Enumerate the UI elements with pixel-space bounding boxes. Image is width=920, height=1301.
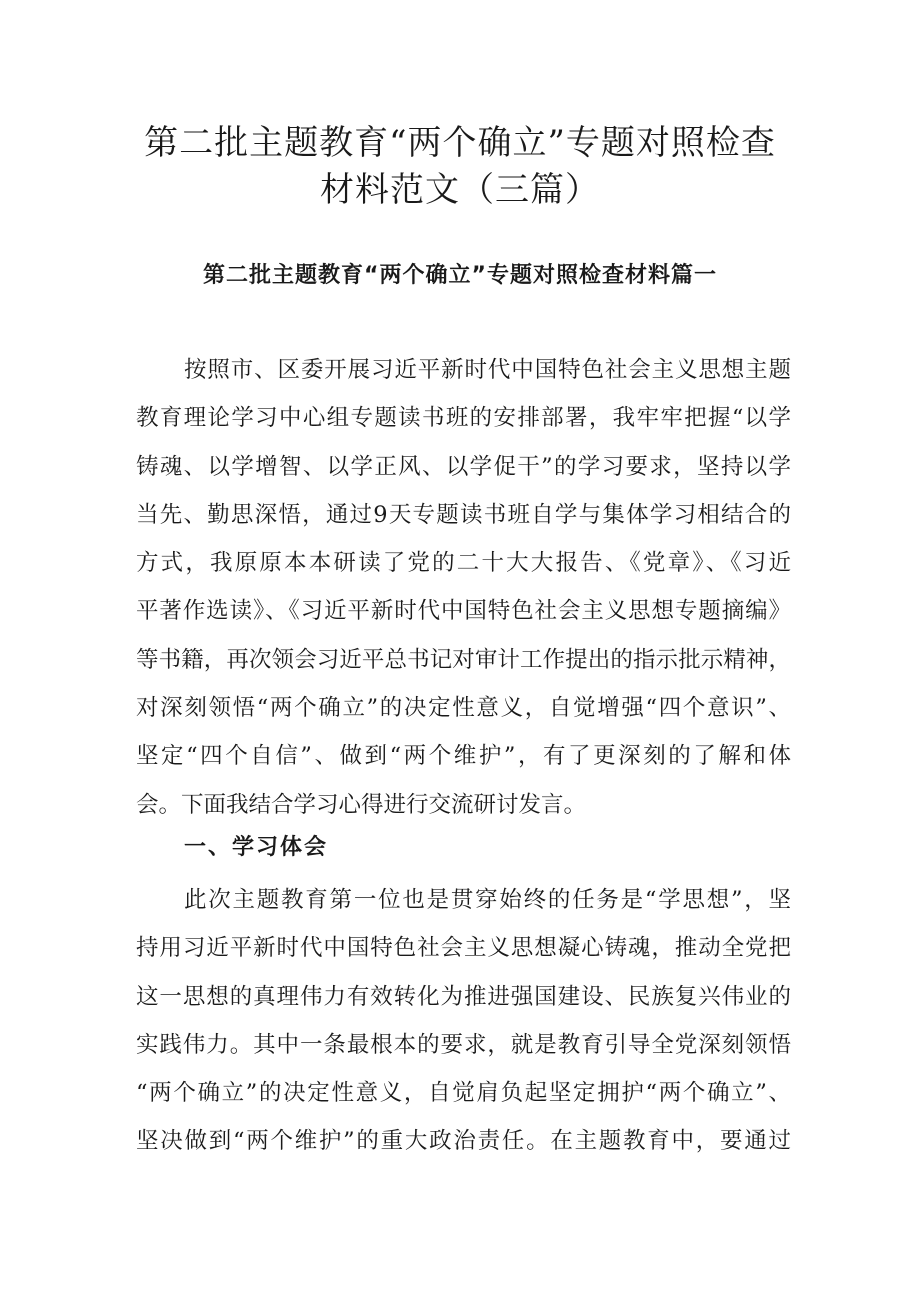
- paragraph-line: 会。下面我结合学习心得进行交流研讨发言。: [136, 791, 587, 818]
- paragraph-line: 对深刻领悟“两个确立”的决定性意义，自觉增强“四个意识”、: [136, 695, 791, 722]
- paragraph-line: 当先、勤思深悟，通过9天专题读书班自学与集体学习相结合的: [136, 501, 791, 528]
- paragraph-line: 等书籍，再次领会习近平总书记对审计工作提出的指示批示精神，: [136, 646, 791, 673]
- paragraph-line: 坚决做到“两个维护”的重大政治责任。在主题教育中，要通过: [136, 1128, 791, 1155]
- paragraph-line: 持用习近平新时代中国特色社会主义思想凝心铸魂，推动全党把: [136, 935, 791, 962]
- paragraph-line: 平著作选读》、《习近平新时代中国特色社会主义思想专题摘编》: [136, 598, 791, 625]
- paragraph-line: “两个确立”的决定性意义，自觉肩负起坚定拥护“两个确立”、: [136, 1080, 791, 1107]
- paragraph-1: [136, 346, 791, 829]
- paragraph-line: 教育理论学习中心组专题读书班的安排部署，我牢牢把握“以学: [136, 405, 791, 432]
- document-title-line-2: 材料范文（三篇）: [320, 170, 600, 210]
- section-subtitle: 第二批主题教育“两个确立”专题对照检查材料篇一: [203, 263, 717, 288]
- paragraph-line: 方式，我原原本本研读了党的二十大大报告、《党章》、《习近: [136, 550, 791, 577]
- paragraph-line: 按照市、区委开展习近平新时代中国特色社会主义思想主题: [184, 357, 791, 383]
- paragraph-line: 铸魂、以学增智、以学正风、以学促干”的学习要求，坚持以学: [136, 453, 791, 480]
- paragraph-line: 坚定“四个自信”、做到“两个维护”，有了更深刻的了解和体: [136, 743, 791, 770]
- section-heading-1: 一、学习体会: [184, 835, 329, 860]
- paragraph-line: 实践伟力。其中一条最根本的要求，就是教育引导全党深刻领悟: [136, 1031, 791, 1058]
- paragraph-line: 此次主题教育第一位也是贯穿始终的任务是“学思想”，坚: [184, 887, 791, 913]
- paragraph-2: [136, 876, 791, 1166]
- paragraph-line: 这一思想的真理伟力有效转化为推进强国建设、民族复兴伟业的: [136, 983, 791, 1010]
- document-title-line-1: 第二批主题教育“两个确立”专题对照检查: [144, 123, 776, 163]
